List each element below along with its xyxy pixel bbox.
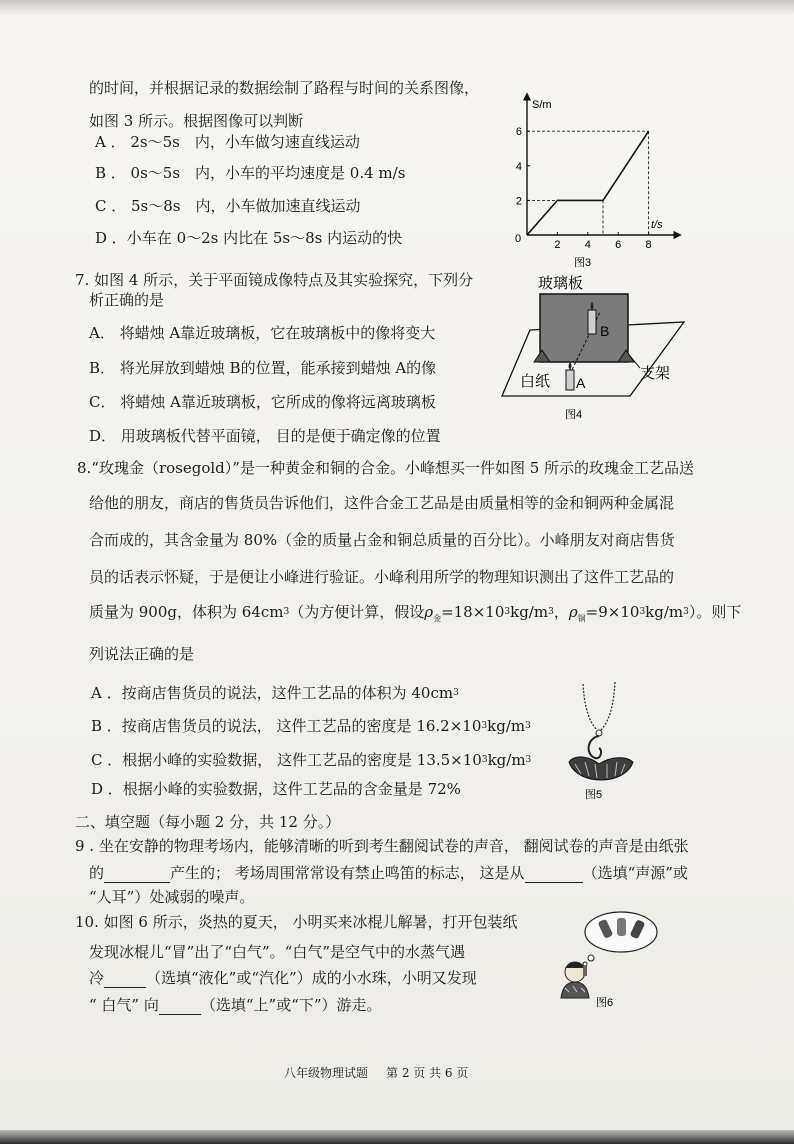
figure-5-rose-gold-pendant xyxy=(555,678,645,804)
swan-neck xyxy=(589,736,601,758)
figure-6-boy-with-popsicle xyxy=(553,906,663,1010)
thought-dot-1 xyxy=(588,955,594,961)
q6-option-a: A ． 2s～5s 内，小车做匀速直线运动 xyxy=(95,133,360,151)
glass-plate-label: 玻璃板 xyxy=(538,275,584,292)
section-2-heading: 二、填空题（每小题 2 分，共 12 分。） xyxy=(75,813,341,831)
candle-b-label: B xyxy=(600,323,610,339)
q6-option-d: D ．小车在 0～2s 内比在 5s～8s 内运动的快 xyxy=(95,229,403,247)
y-axis-label: S/m xyxy=(532,99,552,111)
q7-option-a: A． 将蜡烛 A靠近玻璃板，它在玻璃板中的像将变大 xyxy=(89,324,436,342)
glass-plate xyxy=(540,294,628,362)
q8-then-text: ）。则下 xyxy=(688,603,742,621)
q10-line3 xyxy=(89,968,477,988)
sup-3: 3 xyxy=(481,721,488,731)
x-tick-label: 4 xyxy=(584,239,591,251)
sup-3: 3 xyxy=(548,607,554,617)
q10-white-gas-text: “ 白气” 向 xyxy=(89,996,159,1014)
q6-option-c: C ． 5s～8s 内，小车做加速直线运动 xyxy=(95,197,361,215)
q9-text-de: 的 xyxy=(89,864,105,882)
scan-bottom-edge xyxy=(0,1130,794,1144)
axis-ticks xyxy=(516,126,652,251)
q10-line1: 10. 如图 6 所示，炎热的夏天， 小明买来冰棍儿解暑，打开包装纸 xyxy=(75,913,518,931)
sup-3: 3 xyxy=(683,607,689,617)
unit-kg-m: kg/m xyxy=(510,603,549,621)
popsicle-2-icon xyxy=(617,918,626,936)
scan-top-edge xyxy=(0,0,794,14)
q8-stem-line6: 列说法正确的是 xyxy=(89,645,195,663)
y-tick-label: 6 xyxy=(515,126,522,139)
x-axis-label: t/s xyxy=(651,219,663,231)
x-tick-label: 8 xyxy=(645,239,652,251)
q8-stem-line4: 员的话表示怀疑，于是便让小峰进行验证。小峰利用所学的物理知识测出了这件工艺品的 xyxy=(89,568,675,586)
comma: ， xyxy=(553,603,569,621)
sub-gold: 金 xyxy=(433,614,442,623)
q8-option-a xyxy=(91,683,459,703)
figure-4-caption: 图4 xyxy=(565,409,583,421)
q9-line1: 9 . 坐在安静的物理考场内，能够清晰的听到考生翻阅试卷的声音， 翻阅试卷的声音是由纸张 xyxy=(75,837,689,855)
origin-label: 0 xyxy=(515,233,522,245)
q9-line3: “人耳”）处减弱的噪声。 xyxy=(89,888,255,906)
figure-6-caption: 图6 xyxy=(596,997,614,1009)
q8-option-b xyxy=(91,716,531,736)
q8-stem-line1: 8.“玫瑰金（rosegold）”是一种黄金和铜的合金。小峰想买一件如图 5 所示的玫瑰金工艺品送 xyxy=(77,459,695,477)
q10-line2: 发现冰棍儿“冒”出了“白气”。“白气”是空气中的水蒸气遇 xyxy=(89,943,466,961)
pendant-loop xyxy=(596,730,602,736)
white-paper-label: 白纸 xyxy=(520,373,551,390)
q10-choice-text-2: （选填“上”或“下”）游走。 xyxy=(200,996,382,1014)
figure-3-distance-time-graph xyxy=(500,88,685,268)
rho-symbol: ρ xyxy=(424,603,434,621)
sup-3: 3 xyxy=(525,755,532,765)
x-tick-label: 2 xyxy=(554,239,561,251)
q8-stem-line3: 合而成的，其含金量为 80%（金的质量占金和铜总质量的百分比）。小峰朋友对商店售货 xyxy=(89,531,675,549)
q6-stem-line2: 如图 3 所示。根据图像可以判断 xyxy=(89,112,304,130)
stand-label: 支架 xyxy=(640,365,671,382)
q9-blank-1[interactable] xyxy=(104,866,170,883)
q10-blank-1[interactable] xyxy=(104,971,146,988)
boy-body xyxy=(561,982,589,998)
q7-option-c: C． 将蜡烛 A靠近玻璃板，它所成的像将远离玻璃板 xyxy=(89,393,436,411)
q8-stem-line5 xyxy=(89,602,741,629)
sup-3: 3 xyxy=(453,688,459,698)
unit-kg-m: kg/m xyxy=(487,751,526,769)
x-tick-label: 6 xyxy=(615,239,622,251)
footer-page-number: 第 2 页 共 6 页 xyxy=(386,1066,469,1080)
q10-blank-2[interactable] xyxy=(159,998,201,1015)
figure-5-caption: 图5 xyxy=(585,789,603,801)
q7-stem-line2: 析正确的是 xyxy=(89,291,165,309)
q10-text-cold: 冷 xyxy=(89,969,105,987)
q8-option-c-text: C ．根据小峰的实验数据， 这件工艺品的密度是 13.5×10 xyxy=(91,751,482,769)
y-tick-label: 4 xyxy=(515,160,522,173)
candle-a-label: A xyxy=(576,375,586,391)
candle-b xyxy=(588,310,596,334)
y-tick-label: 2 xyxy=(515,195,522,208)
unit-kg-m: kg/m xyxy=(645,603,684,621)
q9-blank-2[interactable] xyxy=(525,866,583,883)
q8-mass-volume-text: 质量为 900g，体积为 64cm xyxy=(89,603,284,621)
q6-stem-line1: 的时间，并根据记录的数据绘制了路程与时间的关系图像， xyxy=(89,79,480,97)
q7-option-d: D． 用玻璃板代替平面镜， 目的是便于确定像的位置 xyxy=(89,427,441,445)
q10-line4 xyxy=(89,995,382,1015)
boy-popsicle-icon xyxy=(583,966,587,976)
q6-option-b: B ． 0s～5s 内，小车的平均速度是 0.4 m/s xyxy=(95,164,406,182)
unit-kg-m: kg/m xyxy=(487,717,526,735)
q8-stem-line2: 给他的朋友，商店的售货员告诉他们，这件合金工艺品是由质量相等的金和铜两种金属混 xyxy=(89,494,675,512)
necklace-chain-left xyxy=(583,684,597,730)
distance-line xyxy=(527,131,649,235)
necklace-chain-right xyxy=(601,682,615,730)
sup-3: 3 xyxy=(504,607,511,617)
thought-dot-2 xyxy=(583,962,587,966)
sup-3: 3 xyxy=(525,721,531,731)
dashed-guides xyxy=(527,131,649,235)
q9-line2 xyxy=(89,863,688,883)
q10-choice-text-1: （选填“液化”或“汽化”）成的小水珠，小明又发现 xyxy=(146,969,477,987)
q7-stem-line1: 7. 如图 4 所示，关于平面镜成像特点及其实验探究，下列分 xyxy=(75,271,474,289)
figure-4-plane-mirror-setup xyxy=(500,272,690,424)
q8-option-a-text: A ．按商店售货员的说法，这件工艺品的体积为 40cm xyxy=(91,684,454,702)
q8-option-d: D ．根据小峰的实验数据，这件工艺品的含金量是 72% xyxy=(91,780,461,798)
boy-hair xyxy=(565,962,585,968)
q7-option-b: B． 将光屏放到蜡烛 B的位置，能承接到蜡烛 A的像 xyxy=(89,359,437,377)
figure-3-caption: 图3 xyxy=(574,257,592,268)
q9-middle-text: 产生的； 考场周围常常设有禁止鸣笛的标志， 这是从 xyxy=(170,864,525,882)
rho-symbol: ρ xyxy=(568,603,578,621)
candle-a xyxy=(566,370,574,390)
q8-assume-text: （为方便计算，假设 xyxy=(289,603,425,621)
q8-option-c xyxy=(91,750,531,770)
q9-choice-text: （选填“声源”或 xyxy=(582,864,688,882)
q8-option-b-text: B ．按商店售货员的说法， 这件工艺品的密度是 16.2×10 xyxy=(91,717,482,735)
sup-3: 3 xyxy=(639,607,646,617)
gold-density-value: =18×10 xyxy=(441,603,505,621)
sup-3: 3 xyxy=(481,755,488,765)
copper-density-value: =9×10 xyxy=(585,603,640,621)
sup-3: 3 xyxy=(283,607,290,617)
sub-copper: 铜 xyxy=(577,614,586,623)
footer-subject: 八年级物理试题 xyxy=(284,1066,369,1080)
